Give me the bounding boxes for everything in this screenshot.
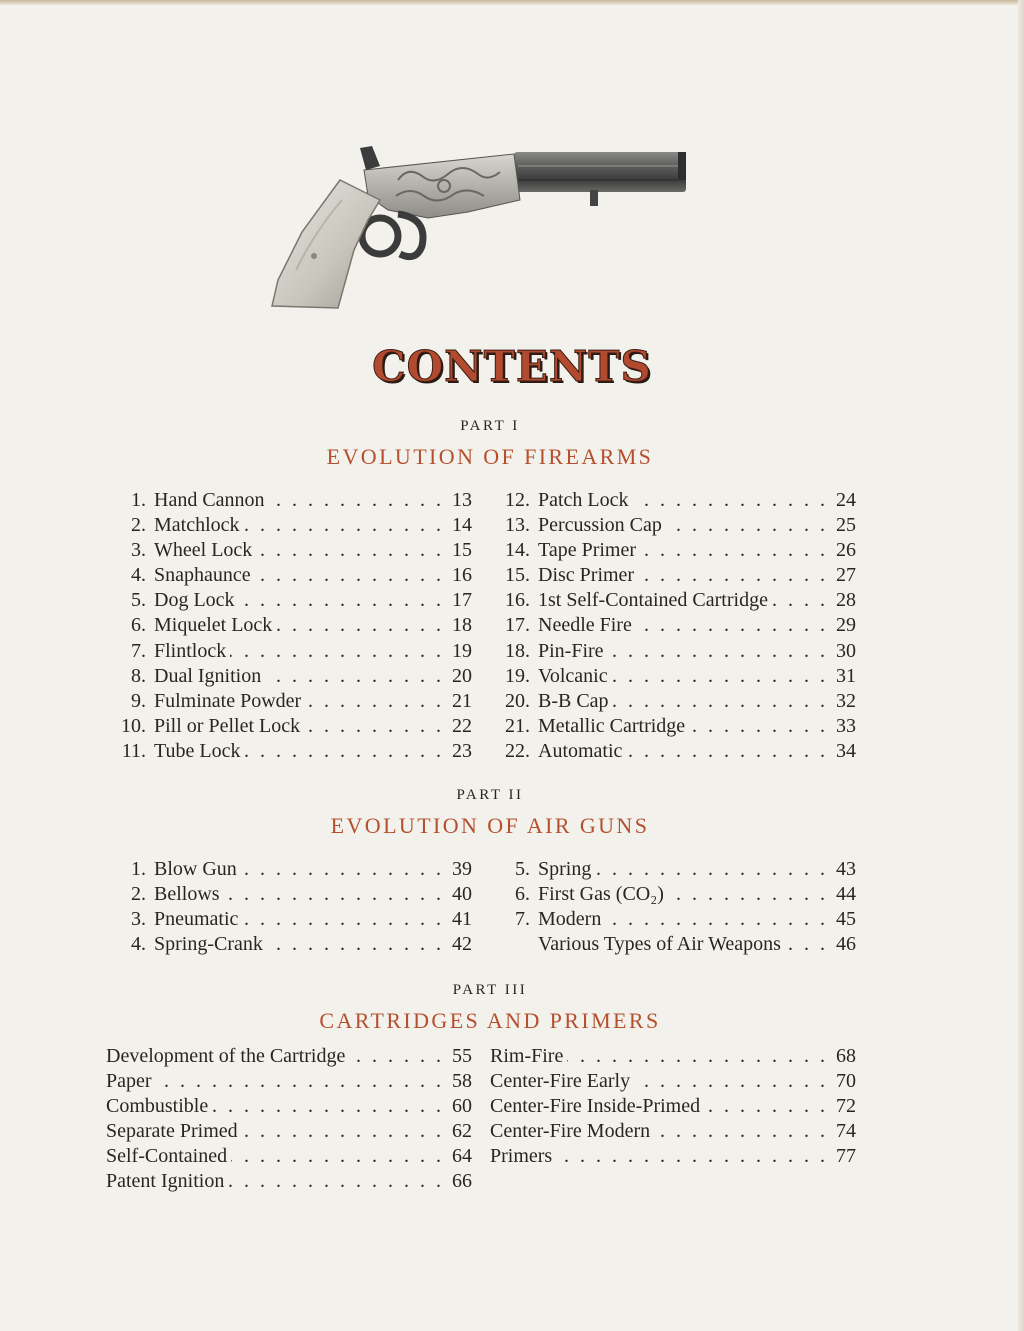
- entry-title-with-leader: [538, 907, 828, 932]
- entry-page-number: 32: [836, 689, 856, 712]
- entry-title: Modern: [538, 908, 605, 930]
- entry-title: Pin-Fire: [538, 640, 608, 662]
- entry-title: B-B Cap: [538, 690, 613, 712]
- toc-entry: [106, 1044, 472, 1069]
- toc-entry: [490, 1119, 856, 1144]
- entry-page-number: 41: [452, 908, 472, 931]
- entry-title: Matchlock: [154, 514, 244, 536]
- toc-entry: [106, 1069, 472, 1094]
- entry-title: Volcanic: [538, 665, 612, 687]
- entry-title: Pneumatic: [154, 908, 242, 930]
- entry-title-with-leader: [154, 513, 444, 538]
- entry-number: 16.: [505, 589, 530, 612]
- toc-entry: [106, 538, 472, 563]
- entry-page-number: 55: [452, 1045, 472, 1067]
- toc-entry: [490, 488, 856, 513]
- entry-title-with-leader: [538, 563, 828, 588]
- entry-page-number: 70: [836, 1070, 856, 1093]
- entry-title-with-leader: [154, 882, 444, 907]
- entry-title: Patch Lock: [538, 489, 633, 511]
- toc-column-left: [106, 1044, 472, 1195]
- toc-entry: [490, 932, 856, 957]
- toc-entry: [490, 664, 856, 689]
- part-title: EVOLUTION OF FIREARMS: [326, 444, 654, 469]
- entry-title: Tube Lock: [154, 740, 244, 762]
- toc-entry: [490, 1069, 856, 1094]
- entry-number: 15.: [505, 564, 530, 587]
- entry-title: Wheel Lock: [154, 539, 256, 561]
- entry-page-number: 31: [836, 664, 856, 687]
- entry-number: 1.: [131, 858, 146, 880]
- entry-title: Needle Fire: [538, 614, 636, 636]
- entry-title-with-leader: [154, 714, 444, 739]
- entry-title: Primers: [490, 1145, 556, 1167]
- toc-entry: [490, 613, 856, 638]
- entry-page-number: 68: [836, 1045, 856, 1067]
- entry-title-with-leader: [154, 639, 444, 664]
- part-title: EVOLUTION OF AIR GUNS: [330, 813, 650, 838]
- entry-title: Tape Primer: [538, 539, 640, 561]
- entry-title: Combustible: [106, 1095, 212, 1117]
- entry-page-number: 72: [836, 1095, 856, 1118]
- entry-title-with-leader: [490, 1094, 828, 1119]
- entry-title-with-leader: [106, 1144, 444, 1169]
- entry-title: Bellows: [154, 883, 224, 905]
- entry-page-number: 66: [452, 1170, 472, 1193]
- entry-number: 22.: [505, 739, 530, 762]
- entry-title: Flintlock: [154, 640, 230, 662]
- toc-entry: [106, 1144, 472, 1169]
- entry-number: 6.: [515, 883, 530, 906]
- toc-entry: [106, 932, 472, 957]
- entry-number: 1.: [131, 489, 146, 511]
- entry-page-number: 45: [836, 908, 856, 931]
- toc-entry: [106, 563, 472, 588]
- entry-title-with-leader: [538, 664, 828, 689]
- toc-entry: [106, 613, 472, 638]
- entry-title-with-leader: [538, 488, 828, 513]
- toc-entry: [490, 1044, 856, 1069]
- entry-number: 20.: [505, 689, 530, 712]
- entry-page-number: 22: [452, 714, 472, 737]
- entry-number: 3.: [131, 908, 146, 931]
- entry-title: Spring: [538, 858, 595, 880]
- entry-page-number: 43: [836, 858, 856, 880]
- entry-number: 2.: [131, 514, 146, 537]
- toc-entry: [490, 538, 856, 563]
- entry-page-number: 18: [452, 614, 472, 637]
- entry-title: Fulminate Powder: [154, 690, 305, 712]
- entry-number: 5.: [131, 589, 146, 612]
- page-title: CONTENTS: [372, 342, 652, 391]
- entry-number: 12.: [505, 489, 530, 511]
- entry-number: 3.: [131, 539, 146, 562]
- toc-entry: [490, 1144, 856, 1169]
- entry-page-number: 62: [452, 1120, 472, 1143]
- entry-page-number: 40: [452, 883, 472, 906]
- part-title: CARTRIDGES AND PRIMERS: [319, 1008, 661, 1033]
- toc-entry: [490, 513, 856, 538]
- toc-entry: [490, 563, 856, 588]
- entry-number: 2.: [131, 883, 146, 906]
- entry-title-with-leader: [154, 613, 444, 638]
- entry-page-number: 20: [452, 664, 472, 687]
- entry-title: Disc Primer: [538, 564, 638, 586]
- entry-title: Paper: [106, 1070, 156, 1092]
- entry-title-with-leader: [154, 563, 444, 588]
- entry-title-with-leader: [154, 739, 444, 764]
- entry-number: 4.: [131, 564, 146, 587]
- toc-entry: [490, 907, 856, 932]
- entry-title-with-leader: [538, 932, 828, 957]
- entry-page-number: 64: [452, 1145, 472, 1168]
- entry-number: 7.: [515, 908, 530, 931]
- toc-entry: [106, 664, 472, 689]
- toc-entry: [106, 513, 472, 538]
- toc-entry: [106, 689, 472, 714]
- part-label: PART I: [460, 418, 520, 434]
- entry-title-with-leader: [154, 907, 444, 932]
- entry-page-number: 74: [836, 1120, 856, 1143]
- entry-title: First Gas (CO₂): [538, 883, 668, 905]
- entry-number: 7.: [131, 639, 146, 662]
- toc-entry: [106, 588, 472, 613]
- entry-title: Blow Gun: [154, 858, 241, 880]
- entry-title-with-leader: [154, 857, 444, 882]
- entry-number: 9.: [131, 689, 146, 712]
- revolver-illustration: [268, 140, 692, 312]
- entry-title-with-leader: [538, 857, 828, 882]
- entry-title-with-leader: [490, 1044, 828, 1069]
- entry-title: Percussion Cap: [538, 514, 666, 536]
- entry-page-number: 17: [452, 589, 472, 612]
- entry-number: 19.: [505, 664, 530, 687]
- entry-title: Dog Lock: [154, 589, 239, 611]
- toc-entry: [490, 739, 856, 764]
- toc-column-right: [490, 857, 856, 957]
- entry-page-number: 60: [452, 1095, 472, 1118]
- toc-entry: [490, 857, 856, 882]
- toc-entry: [490, 689, 856, 714]
- entry-page-number: 39: [452, 858, 472, 880]
- entry-page-number: 29: [836, 614, 856, 637]
- toc-entry: [106, 714, 472, 739]
- entry-title: Pill or Pellet Lock: [154, 715, 304, 737]
- entry-title-with-leader: [106, 1169, 444, 1194]
- entry-title: Various Types of Air Weapons: [538, 933, 785, 955]
- toc-entry: [106, 882, 472, 907]
- entry-number: 4.: [131, 933, 146, 956]
- entry-page-number: 13: [452, 489, 472, 511]
- entry-title: Dual Ignition: [154, 665, 265, 687]
- toc-entry: [106, 1169, 472, 1194]
- toc-column-left: [106, 488, 472, 764]
- part-label: PART III: [452, 982, 528, 998]
- entry-page-number: 26: [836, 539, 856, 562]
- page-top-edge: [0, 0, 1024, 5]
- entry-title-with-leader: [154, 588, 444, 613]
- entry-page-number: 58: [452, 1070, 472, 1093]
- toc-entry: [490, 588, 856, 613]
- entry-page-number: 44: [836, 883, 856, 906]
- entry-number: 21.: [505, 714, 530, 737]
- entry-title-with-leader: [538, 588, 828, 613]
- toc-entry: [490, 1094, 856, 1119]
- entry-title-with-leader: [106, 1094, 444, 1119]
- entry-number: 5.: [515, 858, 530, 880]
- part-label: PART II: [456, 787, 524, 803]
- entry-title-with-leader: [154, 932, 444, 957]
- entry-page-number: 23: [452, 739, 472, 762]
- entry-title: Metallic Cartridge: [538, 715, 689, 737]
- entry-title: 1st Self-Contained Cartridge: [538, 589, 772, 611]
- entry-page-number: 30: [836, 639, 856, 662]
- entry-title-with-leader: [106, 1044, 444, 1069]
- entry-number: 10.: [121, 714, 146, 737]
- toc-column-right: [490, 488, 856, 764]
- toc-column-left: [106, 857, 472, 957]
- toc-entry: [490, 639, 856, 664]
- entry-number: [490, 932, 538, 957]
- entry-title: Snaphaunce: [154, 564, 255, 586]
- entry-number: 6.: [131, 614, 146, 637]
- toc-entry: [106, 488, 472, 513]
- entry-title-with-leader: [538, 689, 828, 714]
- toc-entry: [106, 1094, 472, 1119]
- entry-title: Miquelet Lock: [154, 614, 276, 636]
- toc-entry: [106, 907, 472, 932]
- entry-title-with-leader: [538, 639, 828, 664]
- entry-page-number: 19: [452, 639, 472, 662]
- entry-title: Automatic: [538, 740, 626, 762]
- toc-entry: [106, 739, 472, 764]
- entry-number: 13.: [505, 514, 530, 537]
- entry-title-with-leader: [490, 1144, 828, 1169]
- entry-title-with-leader: [538, 739, 828, 764]
- entry-title-with-leader: [106, 1119, 444, 1144]
- entry-page-number: 77: [836, 1145, 856, 1168]
- page-right-edge: [1018, 0, 1024, 1331]
- entry-page-number: 24: [836, 489, 856, 511]
- entry-page-number: 34: [836, 739, 856, 762]
- entry-page-number: 25: [836, 514, 856, 537]
- entry-title-with-leader: [490, 1119, 828, 1144]
- entry-title-with-leader: [106, 1069, 444, 1094]
- entry-page-number: 27: [836, 564, 856, 587]
- entry-page-number: 14: [452, 514, 472, 537]
- toc-entry: [106, 857, 472, 882]
- entry-title: Center-Fire Inside-Primed: [490, 1095, 704, 1117]
- entry-page-number: 42: [452, 933, 472, 956]
- entry-page-number: 46: [836, 933, 856, 956]
- toc-entry: [490, 882, 856, 907]
- entry-number: 11.: [121, 739, 146, 762]
- toc-entry: [106, 639, 472, 664]
- toc-entry: [490, 714, 856, 739]
- entry-title: Separate Primed: [106, 1120, 242, 1142]
- entry-title: Patent Ignition: [106, 1170, 228, 1192]
- entry-title: Hand Cannon: [154, 489, 269, 511]
- entry-title-with-leader: [154, 538, 444, 563]
- entry-title-with-leader: [154, 664, 444, 689]
- toc-entry: [106, 1119, 472, 1144]
- entry-title: Self-Contained: [106, 1145, 231, 1167]
- entry-title-with-leader: [538, 613, 828, 638]
- entry-title-with-leader: [154, 689, 444, 714]
- entry-title: Rim-Fire: [490, 1045, 567, 1067]
- entry-title-with-leader: [154, 488, 444, 513]
- entry-title-with-leader: [538, 513, 828, 538]
- entry-page-number: 28: [836, 589, 856, 612]
- entry-page-number: 16: [452, 564, 472, 587]
- entry-number: 14.: [505, 539, 530, 562]
- entry-title: Center-Fire Modern: [490, 1120, 654, 1142]
- toc-column-right: [490, 1044, 856, 1169]
- entry-title-with-leader: [538, 714, 828, 739]
- entry-page-number: 21: [452, 689, 472, 712]
- entry-number: 18.: [505, 639, 530, 662]
- entry-number: 8.: [131, 664, 146, 687]
- entry-title-with-leader: [490, 1069, 828, 1094]
- entry-title: Spring-Crank: [154, 933, 267, 955]
- entry-page-number: 33: [836, 714, 856, 737]
- entry-number: 17.: [505, 614, 530, 637]
- entry-title-with-leader: [538, 538, 828, 563]
- entry-page-number: 15: [452, 539, 472, 562]
- entry-title-with-leader: [538, 882, 828, 907]
- entry-title: Development of the Cartridge: [106, 1045, 349, 1067]
- entry-title: Center-Fire Early: [490, 1070, 634, 1092]
